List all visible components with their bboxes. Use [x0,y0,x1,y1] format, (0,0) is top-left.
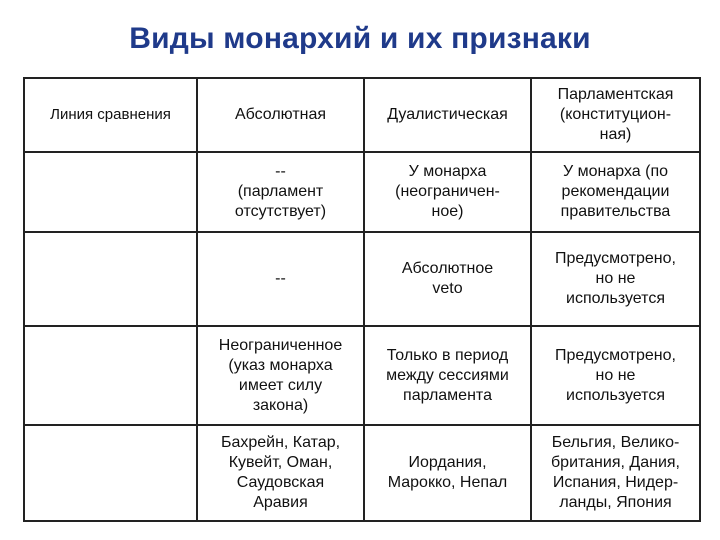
row-feature-cell [24,232,197,326]
table-header-row [24,78,700,152]
header-cell-absolute: Абсолютная [197,78,364,152]
cell-dualistic: Только в период между сессиями парламента [364,326,531,425]
cell-dualistic: У монарха (неограничен- ное) [364,152,531,232]
header-cell-parliamentary: Парламентская (конституцион- ная) [531,78,700,152]
cell-dualistic: Абсолютное veto [364,232,531,326]
cell-absolute: -- (парламент отсутствует) [197,152,364,232]
page-title: Виды монархий и их признаки [129,22,591,55]
row-feature-cell [24,152,197,232]
cell-dualistic: Иордания, Марокко, Непал [364,425,531,521]
header-cell-dualistic: Дуалистическая [364,78,531,152]
cell-parliamentary: Предусмотрено, но не используется [531,326,700,425]
table-row [24,425,700,521]
row-feature-cell [24,425,197,521]
cell-parliamentary: Бельгия, Велико- британия, Дания, Испания, Нидер- ланды, Япония [531,425,700,521]
monarchy-comparison-table [23,77,701,522]
cell-parliamentary: Предусмотрено, но не используется [531,232,700,326]
table-row [24,152,700,232]
table-row [24,326,700,425]
cell-absolute: -- [197,232,364,326]
header-cell-comparison-line: Линия сравнения [24,78,197,152]
table-row [24,232,700,326]
cell-parliamentary: У монарха (по рекомендации правительства [531,152,700,232]
cell-absolute: Бахрейн, Катар, Кувейт, Оман, Саудовская Аравия [197,425,364,521]
cell-absolute: Неограниченное (указ монарха имеет силу закона) [197,326,364,425]
row-feature-cell [24,326,197,425]
